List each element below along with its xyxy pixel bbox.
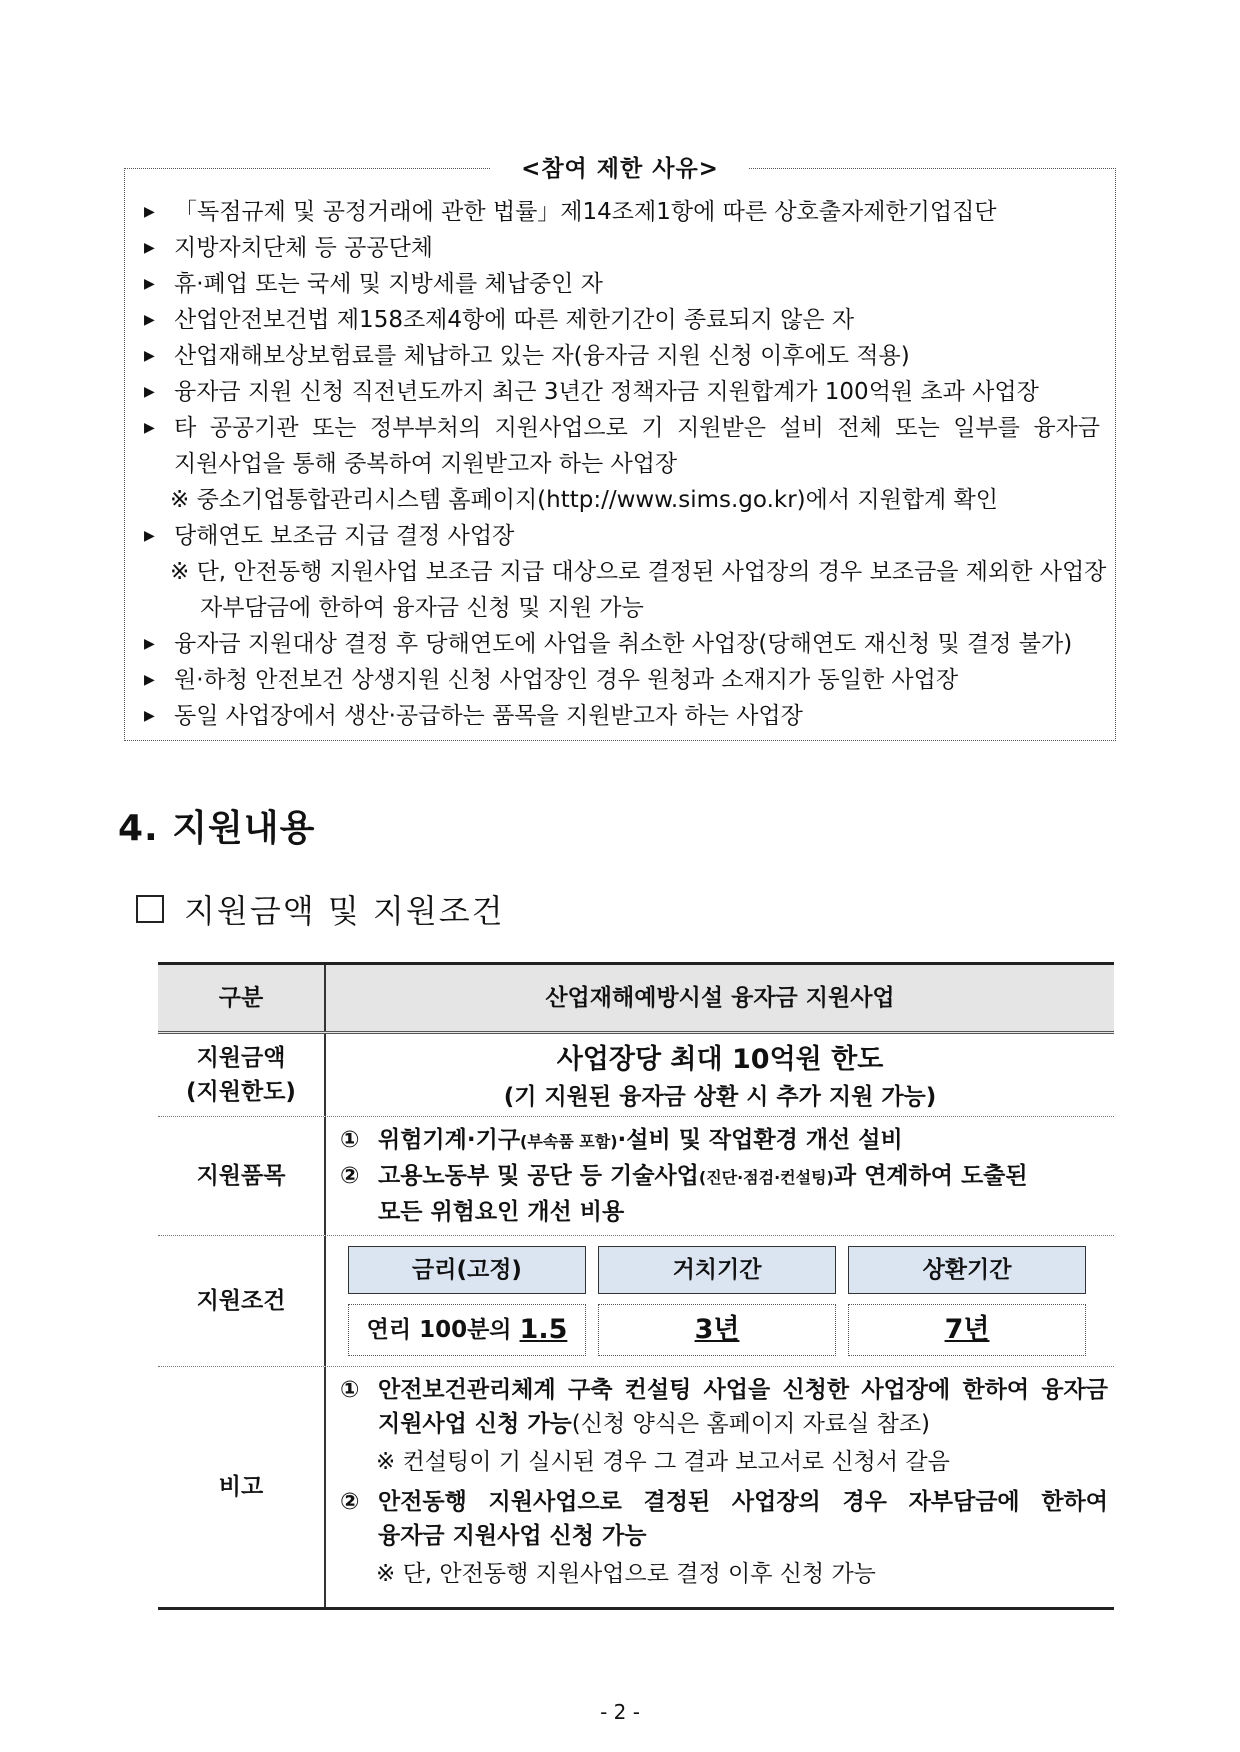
- triangle-bullet-icon: ▶: [144, 528, 155, 544]
- repayment-header: 상환기간: [848, 1246, 1086, 1294]
- grace-value: 3년: [598, 1304, 836, 1356]
- header-program: 산업재해예방시설 융자금 지원사업: [545, 985, 895, 1011]
- triangle-bullet-icon: ▶: [144, 312, 155, 328]
- items-label: 지원품목: [158, 1117, 326, 1235]
- subsection-title: 지원금액 및 지원조건: [136, 886, 505, 932]
- triangle-bullet-icon: ▶: [144, 708, 155, 724]
- restriction-item: ▶ 산업재해보상보험료를 체납하고 있는 자(융자금 지원 신청 이후에도 적용): [140, 338, 1100, 374]
- remarks-label: 비고: [158, 1367, 326, 1607]
- restriction-note: ※ 단, 안전동행 지원사업 보조금 지급 대상으로 결정된 사업장의 경우 보조금을 제외한 사업장 자부담금에 한하여 융자금 신청 및 지원 가능: [170, 559, 1107, 621]
- table-header-row: [158, 965, 1114, 1034]
- conditions-label: 지원조건: [158, 1236, 326, 1366]
- restriction-item: ▶ 타 공공기관 또는 정부부처의 지원사업으로 기 지원받은 설비 전체 또는 일부를 융자금 지원사업을 통해 중복하여 지원받고자 하는 사업장: [140, 410, 1100, 482]
- amount-cell: 사업장당 최대 10억원 한도 (기 지원된 융자금 상환 시 추가 지원 가능): [503, 1044, 937, 1110]
- table-row-remarks: [158, 1367, 1114, 1607]
- restriction-item: ▶ 원·하청 안전보건 상생지원 신청 사업장인 경우 원청과 소재지가 동일한 사업장: [140, 662, 1100, 698]
- list-item: ② 안전동행 지원사업으로 결정된 사업장의 경우 자부담금에 한하여 융자금 지원사업 신청 가능: [340, 1489, 1108, 1549]
- page-number: - 2 -: [600, 1700, 640, 1724]
- interest-value: 연리 100분의 1.5: [348, 1304, 586, 1356]
- header-category: 구분: [158, 965, 326, 1031]
- interest-header: 금리(고정): [348, 1246, 586, 1294]
- restriction-list: [140, 194, 1107, 734]
- restriction-title: <참여 제한 사유>: [0, 150, 1240, 183]
- triangle-bullet-icon: ▶: [144, 636, 155, 652]
- restriction-note: ※ 중소기업통합관리시스템 홈페이지(http://www.sims.go.kr)에서 지원합계 확인: [170, 487, 998, 513]
- restriction-item: ▶ 융자금 지원 신청 직전년도까지 최근 3년간 정책자금 지원합계가 100억원 초과 사업장: [140, 374, 1100, 410]
- table-row-conditions: [158, 1236, 1114, 1367]
- restriction-item: ▶ 지방자치단체 등 공공단체: [140, 230, 1100, 266]
- restriction-item: ▶ 「독점규제 및 공정거래에 관한 법률」제14조제1항에 따른 상호출자제한기업집단: [140, 194, 1100, 230]
- triangle-bullet-icon: ▶: [144, 348, 155, 364]
- triangle-bullet-icon: ▶: [144, 276, 155, 292]
- triangle-bullet-icon: ▶: [144, 420, 155, 436]
- list-item: ① 안전보건관리체계 구축 컨설팅 사업을 신청한 사업장에 한하여 융자금 지원사업 신청 가능(신청 양식은 홈페이지 자료실 참조): [340, 1377, 1108, 1437]
- list-item: ① 위험기계·기구(부속품 포함)·설비 및 작업환경 개선 설비: [340, 1127, 903, 1153]
- restriction-item: ▶ 당해연도 보조금 지급 결정 사업장: [140, 518, 1100, 554]
- checkbox-square-icon: [136, 895, 164, 923]
- triangle-bullet-icon: ▶: [144, 240, 155, 256]
- support-table: [158, 962, 1114, 1610]
- restriction-item: ▶ 동일 사업장에서 생산·공급하는 품목을 지원받고자 하는 사업장: [140, 698, 1100, 734]
- triangle-bullet-icon: ▶: [144, 384, 155, 400]
- section-title: 4. 지원내용: [118, 808, 316, 849]
- remarks-note: ※ 단, 안전동행 지원사업으로 결정 이후 신청 가능: [376, 1561, 876, 1587]
- table-row-amount: [158, 1034, 1114, 1117]
- remarks-cell: [326, 1367, 1114, 1607]
- grace-header: 거치기간: [598, 1246, 836, 1294]
- triangle-bullet-icon: ▶: [144, 204, 155, 220]
- repayment-value: 7년: [848, 1304, 1086, 1356]
- conditions-cell: [326, 1236, 1114, 1366]
- items-cell: [326, 1117, 1114, 1235]
- triangle-bullet-icon: ▶: [144, 672, 155, 688]
- conditions-grid: [348, 1246, 1094, 1356]
- amount-label: 지원금액 (지원한도): [158, 1034, 326, 1116]
- restriction-item: ▶ 휴·폐업 또는 국세 및 지방세를 체납중인 자: [140, 266, 1100, 302]
- table-row-items: [158, 1117, 1114, 1236]
- restriction-item: ▶ 융자금 지원대상 결정 후 당해연도에 사업을 취소한 사업장(당해연도 재신청 및 결정 불가): [140, 626, 1100, 662]
- list-item: ② 고용노동부 및 공단 등 기술사업(진단·점검·컨설팅)과 연계하여 도출된 모든 위험요인 개선 비용: [340, 1163, 1028, 1225]
- remarks-note: ※ 컨설팅이 기 실시된 경우 그 결과 보고서로 신청서 갈음: [376, 1449, 950, 1475]
- restriction-item: ▶ 산업안전보건법 제158조제4항에 따른 제한기간이 종료되지 않은 자: [140, 302, 1100, 338]
